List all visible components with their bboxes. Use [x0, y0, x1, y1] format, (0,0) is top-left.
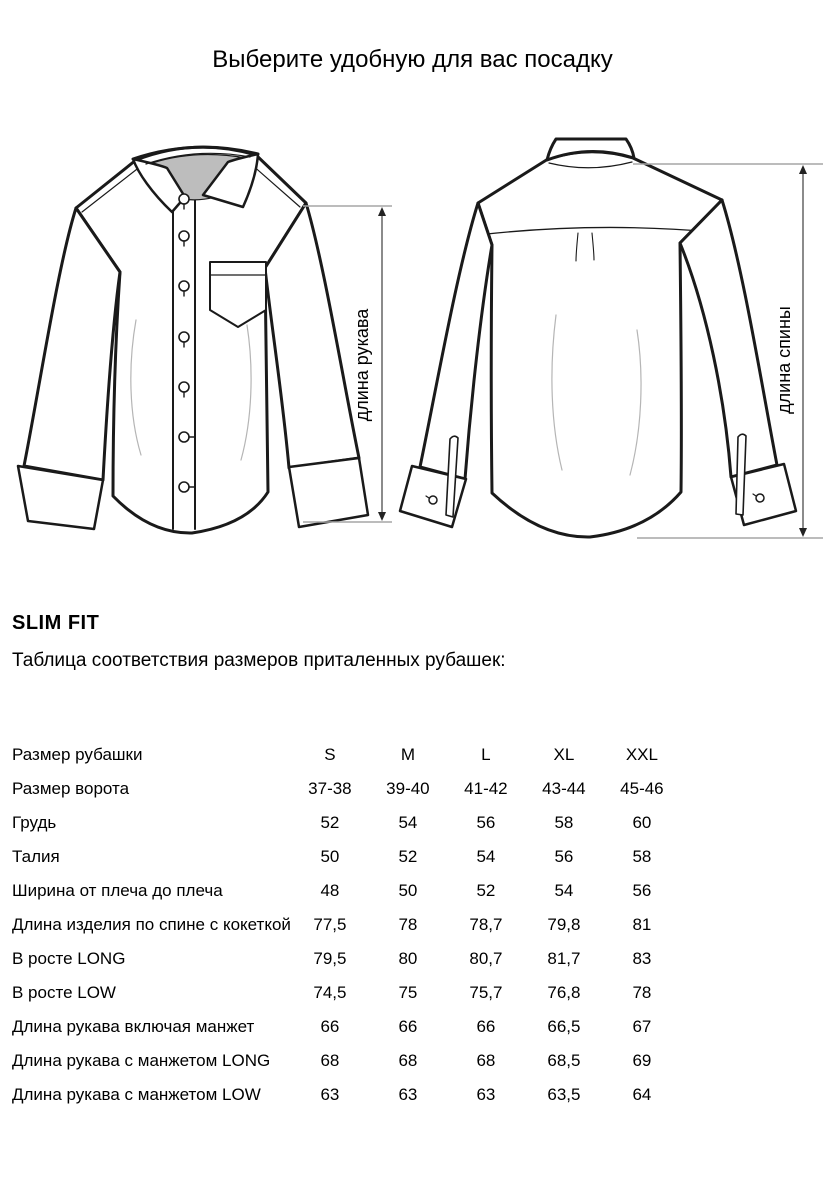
row-value: 69 — [632, 1051, 652, 1070]
row-value: 66 — [320, 1017, 340, 1036]
row-value: 54 — [398, 813, 418, 832]
row-value: 54 — [476, 847, 496, 866]
row-value: 39-40 — [386, 779, 430, 798]
row-label: Размер рубашки — [12, 745, 143, 764]
row-value: XL — [553, 745, 575, 764]
row-value: 63 — [320, 1085, 340, 1104]
table-row — [12, 772, 681, 806]
row-label: Длина изделия по спине с кокеткой — [12, 915, 291, 934]
row-value: 79,5 — [313, 949, 347, 968]
row-label: Грудь — [12, 813, 57, 832]
row-value: 68 — [320, 1051, 340, 1070]
row-value: 78,7 — [469, 915, 503, 934]
size-table — [12, 738, 681, 1112]
page-title: Выберите удобную для вас посадку — [212, 46, 613, 73]
row-value: 52 — [476, 881, 496, 900]
row-value: 79,8 — [547, 915, 581, 934]
back-length-label: длина спины — [774, 306, 794, 414]
row-value: 52 — [320, 813, 340, 832]
table-row — [12, 840, 681, 874]
row-value: 80 — [398, 949, 418, 968]
row-value: 81,7 — [547, 949, 581, 968]
row-value: 45-46 — [620, 779, 664, 798]
row-value: S — [324, 745, 336, 764]
row-label: Длина рукава с манжетом LOW — [12, 1085, 261, 1104]
row-value: 66,5 — [547, 1017, 581, 1036]
row-value: 67 — [632, 1017, 652, 1036]
row-value: 54 — [554, 881, 574, 900]
row-value: 50 — [398, 881, 418, 900]
row-value: 68 — [398, 1051, 418, 1070]
sleeve-length-label: длина рукава — [352, 308, 372, 422]
row-value: 52 — [398, 847, 418, 866]
row-value: 50 — [320, 847, 340, 866]
table-row — [12, 738, 681, 772]
table-row — [12, 874, 681, 908]
row-value: 56 — [632, 881, 652, 900]
row-label: Ширина от плеча до плеча — [12, 881, 223, 900]
row-value: 78 — [632, 983, 652, 1002]
fit-heading: SLIM FIT — [12, 612, 100, 634]
row-value: 83 — [632, 949, 652, 968]
row-value: 48 — [320, 881, 340, 900]
row-value: 60 — [632, 813, 652, 832]
row-value: 66 — [476, 1017, 496, 1036]
size-table-body — [12, 738, 681, 1112]
row-label: В росте LOW — [12, 983, 116, 1002]
row-label: Размер ворота — [12, 779, 130, 798]
table-row — [12, 976, 681, 1010]
table-row — [12, 1044, 681, 1078]
table-row — [12, 1010, 681, 1044]
row-value: 64 — [632, 1085, 652, 1104]
table-row — [12, 1078, 681, 1112]
shirt-size-diagram — [0, 115, 825, 560]
row-value: 56 — [554, 847, 574, 866]
row-value: 74,5 — [313, 983, 347, 1002]
row-label: Длина рукава с манжетом LONG — [12, 1051, 271, 1070]
row-label: Длина рукава включая манжет — [12, 1017, 255, 1036]
table-row — [12, 942, 681, 976]
row-value: 41-42 — [464, 779, 508, 798]
row-value: 56 — [476, 813, 496, 832]
row-value: 66 — [398, 1017, 418, 1036]
row-value: 81 — [632, 915, 652, 934]
row-value: 68,5 — [547, 1051, 581, 1070]
table-row — [12, 908, 681, 942]
row-value: L — [481, 745, 491, 764]
row-value: 63,5 — [547, 1085, 581, 1104]
row-value: 37-38 — [308, 779, 352, 798]
row-value: 80,7 — [469, 949, 503, 968]
row-label: Талия — [12, 847, 60, 866]
row-value: 78 — [398, 915, 418, 934]
row-value: 58 — [632, 847, 652, 866]
row-value: 43-44 — [542, 779, 586, 798]
row-value: 75 — [398, 983, 418, 1002]
shirt-front-illustration — [18, 147, 368, 533]
table-row — [12, 806, 681, 840]
row-value: 77,5 — [313, 915, 347, 934]
row-value: 63 — [398, 1085, 418, 1104]
row-value: XXL — [625, 745, 658, 764]
row-value: 75,7 — [469, 983, 503, 1002]
row-value: 63 — [476, 1085, 496, 1104]
row-value: 68 — [476, 1051, 496, 1070]
table-caption: Таблица соответствия размеров приталенных рубашек: — [12, 650, 506, 671]
row-label: В росте LONG — [12, 949, 126, 968]
row-value: 58 — [554, 813, 574, 832]
row-value: 76,8 — [547, 983, 581, 1002]
shirt-back-illustration — [400, 139, 796, 537]
row-value: M — [400, 745, 415, 764]
